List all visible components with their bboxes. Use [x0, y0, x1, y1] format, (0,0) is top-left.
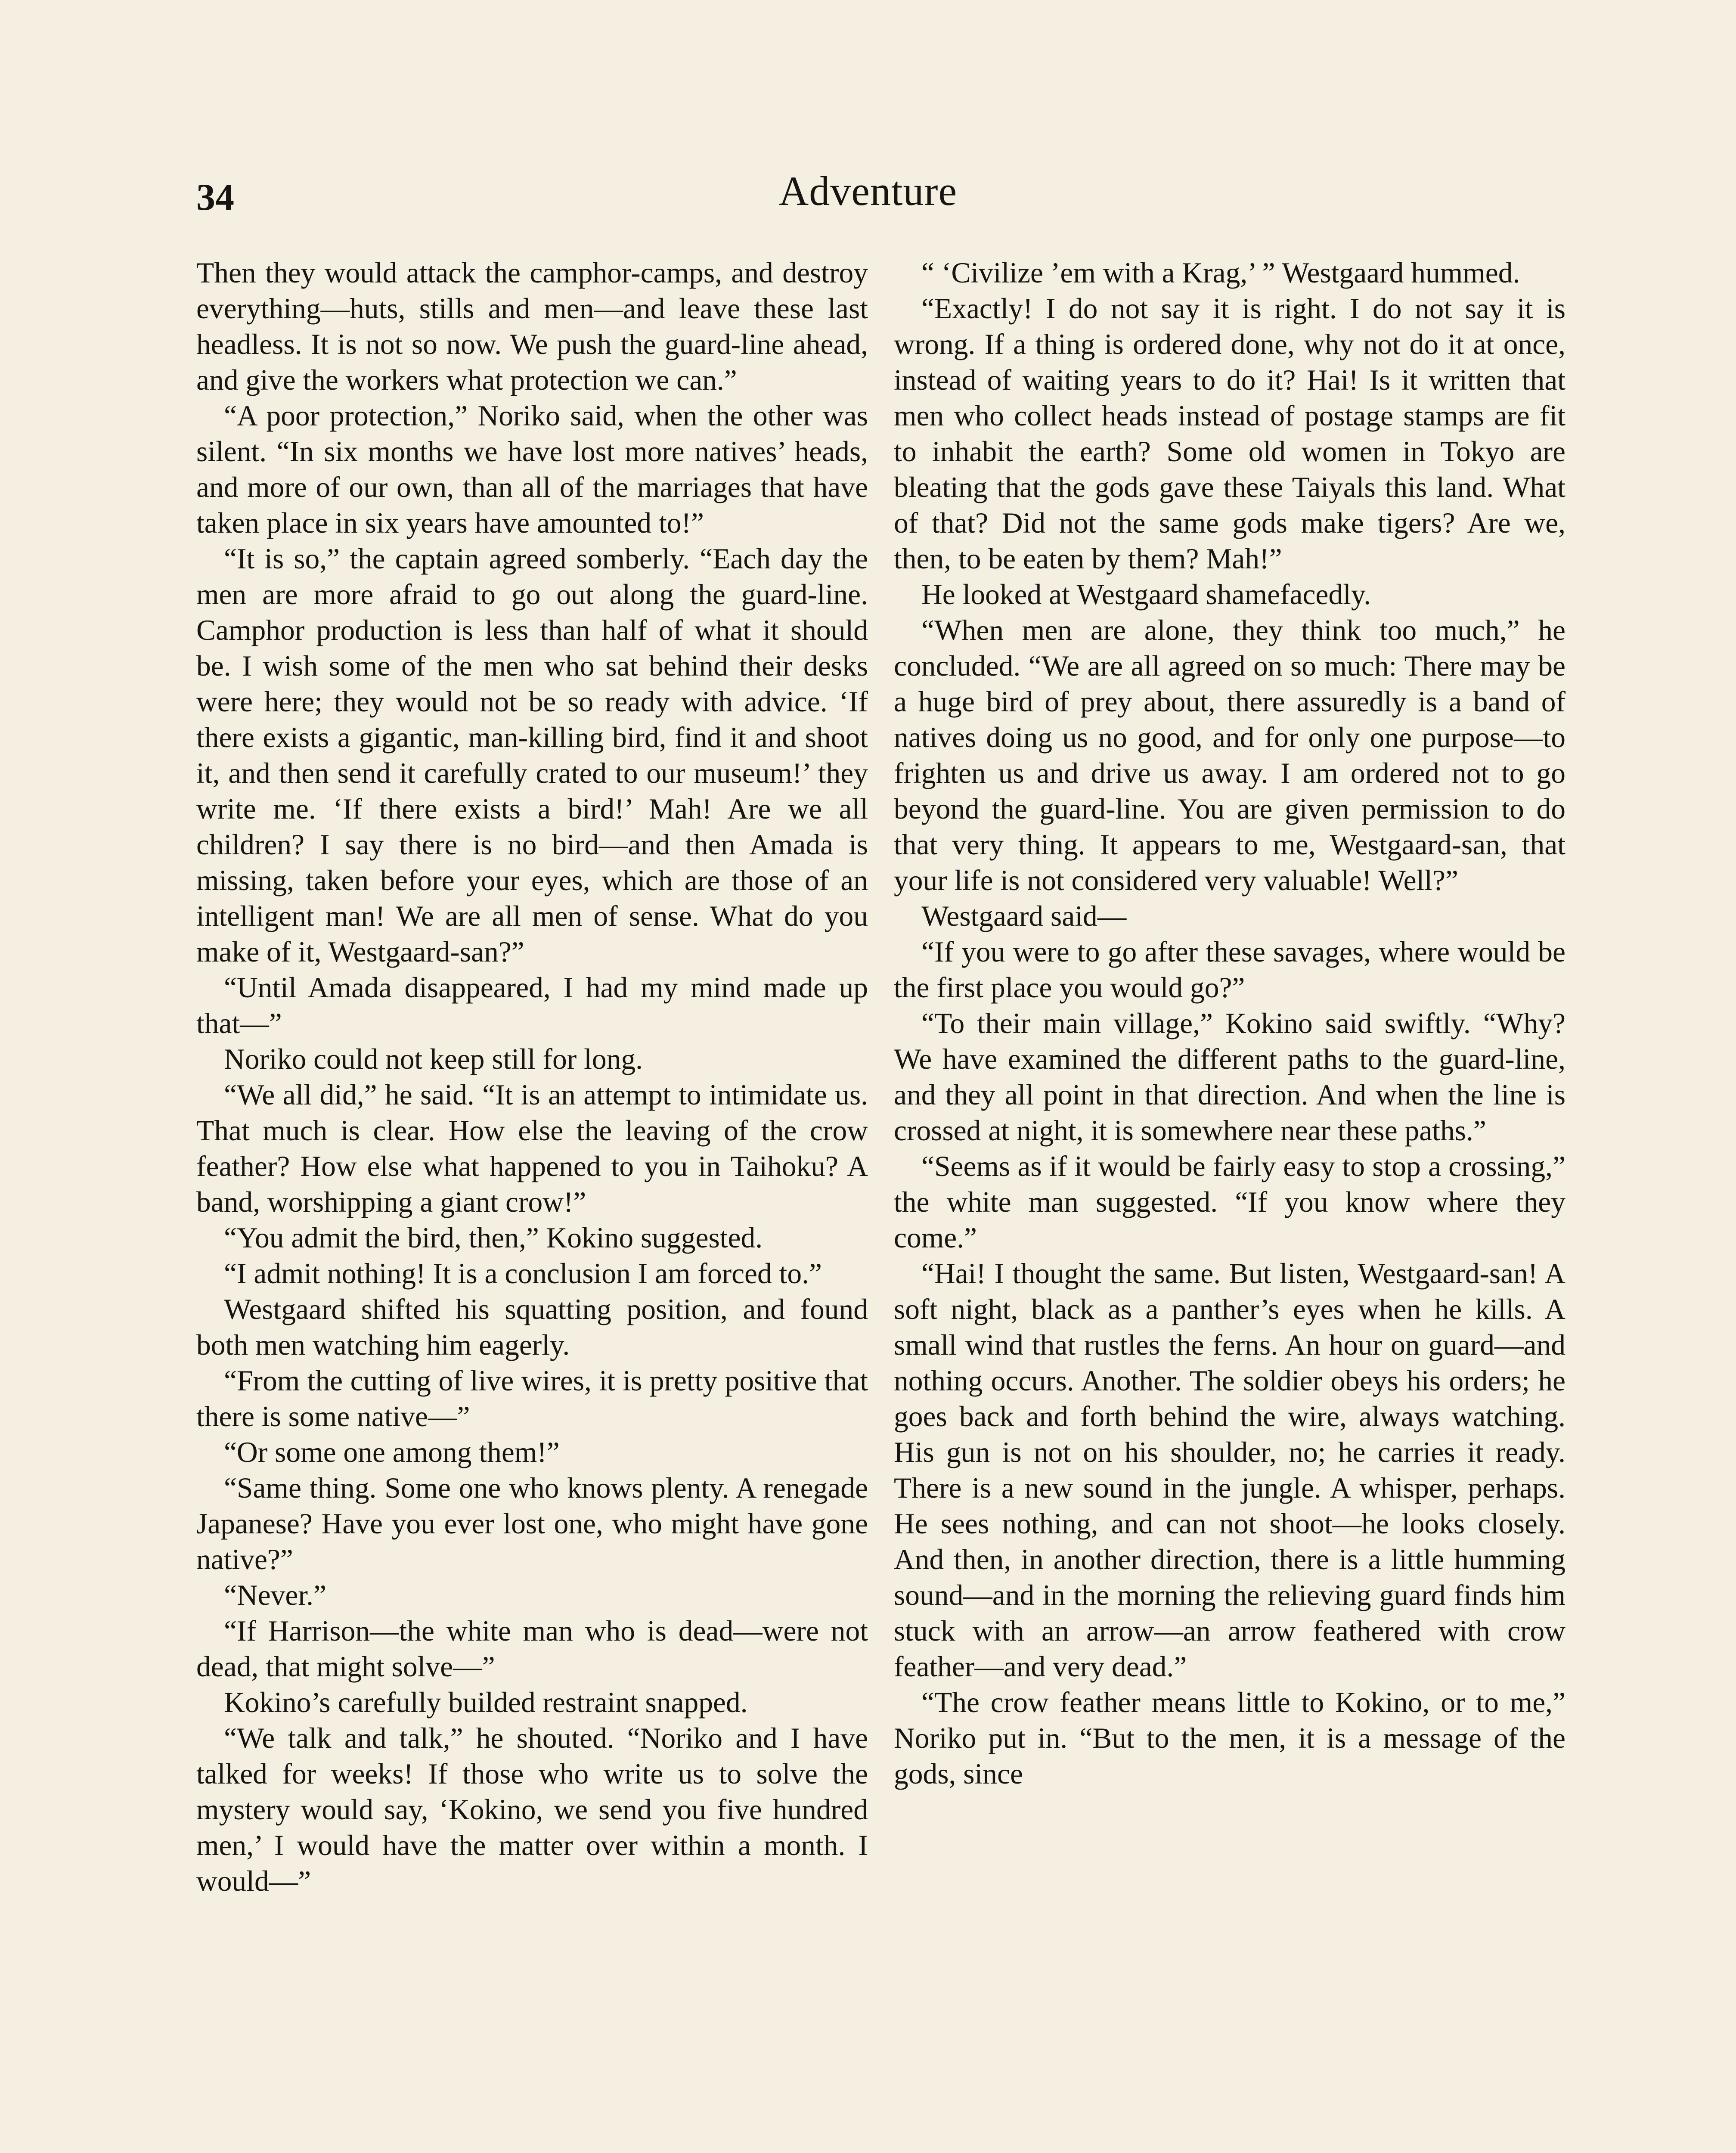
paragraph: “If you were to go after these savages, where would be the first place you would go?”: [894, 936, 1566, 1004]
paragraph: “We talk and talk,” he shouted. “Noriko and I have talked for weeks! If those who write us to solve the mystery would say, ‘Kokino, we send you five hundred men,’ I would have the matter over within a month. I would—”: [196, 1722, 868, 1897]
paragraph: “When men are alone, they think too much,” he concluded. “We are all agreed on so much: There may be a huge bird of prey about, there assuredly is a band of natives doing us no good, and for only one purpose—to frighten us and drive us away. I am ordered not to go beyond the guard-line. You are given permission to do that very thing. It appears to me, Westgaard-san, that your life is not considered very valuable! Well?”: [894, 614, 1566, 897]
left-text-column: [196, 255, 868, 2153]
right-text-column: [894, 255, 1566, 2153]
paragraph: “You admit the bird, then,” Kokino suggested.: [224, 1222, 763, 1254]
paragraph: Westgaard said—: [921, 900, 1127, 932]
paragraph: “Same thing. Some one who knows plenty. A renegade Japanese? Have you ever lost one, who might have gone native?”: [196, 1472, 868, 1576]
paragraph: He looked at Westgaard shamefacedly.: [921, 578, 1371, 611]
page-number: 34: [196, 177, 234, 218]
paragraph: “Never.”: [224, 1579, 326, 1611]
paragraph: “I admit nothing! It is a conclusion I am forced to.”: [224, 1257, 822, 1290]
paragraph: “From the cutting of live wires, it is pretty positive that there is some native—”: [196, 1365, 868, 1433]
paragraph: “Exactly! I do not say it is right. I do not say it is wrong. If a thing is ordered done, why not do it at once, instead of waiting years to do it? Hai! Is it written that men who collect heads instead of postage stamps are fit to inhabit the earth? Some old women in Tokyo are bleating that the gods gave these Taiyals this land. What of that? Did not the same gods make tigers? Are we, then, to be eaten by them? Mah!”: [894, 292, 1566, 575]
paragraph: Westgaard shifted his squatting position, and found both men watching him eagerly.: [196, 1293, 868, 1361]
paragraph: Then they would attack the camphor-camps, and destroy everything—huts, stills and men—and leave these last headless. It is not so now. We push the guard-line ahead, and give the workers what protection we can.”: [196, 257, 868, 396]
paragraph: Kokino’s carefully builded restraint snapped.: [224, 1686, 748, 1719]
paragraph: “Or some one among them!”: [224, 1436, 560, 1468]
paragraph: Noriko could not keep still for long.: [224, 1043, 643, 1075]
paragraph: “Until Amada disappeared, I had my mind made up that—”: [196, 971, 868, 1039]
paragraph: “A poor protection,” Noriko said, when the other was silent. “In six months we have lost more natives’ heads, and more of our own, than all of the marriages that have taken place in six years have amounted to!”: [196, 400, 868, 539]
page-header: [0, 167, 1736, 219]
running-head: Adventure: [778, 168, 958, 214]
paragraph: “Seems as if it would be fairly easy to stop a crossing,” the white man suggested. “If you know where they come.”: [894, 1150, 1566, 1254]
paragraph: “It is so,” the captain agreed somberly. “Each day the men are more afraid to go out along the guard-line. Camphor production is less than half of what it should be. I wish some of the men who sat behind their desks were here; they would not be so ready with advice. ‘If there exists a gigantic, man-killing bird, find it and shoot it, and then send it carefully crated to our museum!’ they write me. ‘If there exists a bird!’ Mah! Are we all children? I say there is no bird—and then Amada is missing, taken before your eyes, which are those of an intelligent man! We are all men of sense. What do you make of it, Westgaard-san?”: [196, 543, 868, 968]
paragraph: “To their main village,” Kokino said swiftly. “Why? We have examined the different paths to the guard-line, and they all point in that direction. And when the line is crossed at night, it is somewhere near these paths.”: [894, 1007, 1566, 1147]
paragraph: “If Harrison—the white man who is dead—were not dead, that might solve—”: [196, 1615, 868, 1683]
paragraph: “ ‘Civilize ’em with a Krag,’ ” Westgaard hummed.: [921, 257, 1520, 289]
paragraph: “The crow feather means little to Kokino, or to me,” Noriko put in. “But to the men, it is a message of the gods, since: [894, 1686, 1566, 1790]
paragraph: “We all did,” he said. “It is an attempt to intimidate us. That much is clear. How else the leaving of the crow feather? How else what happened to you in Taihoku? A band, worshipping a giant crow!”: [196, 1079, 868, 1218]
paragraph: “Hai! I thought the same. But listen, Westgaard-san! A soft night, black as a panther’s eyes when he kills. A small wind that rustles the ferns. An hour on guard—and nothing occurs. Another. The soldier obeys his orders; he goes back and forth behind the wire, always watching. His gun is not on his shoulder, no; he carries it ready. There is a new sound in the jungle. A whisper, perhaps. He sees nothing, and can not shoot—he looks closely. And then, in another direction, there is a little humming sound—and in the morning the relieving guard finds him stuck with an arrow—an arrow feathered with crow feather—and very dead.”: [894, 1257, 1566, 1683]
